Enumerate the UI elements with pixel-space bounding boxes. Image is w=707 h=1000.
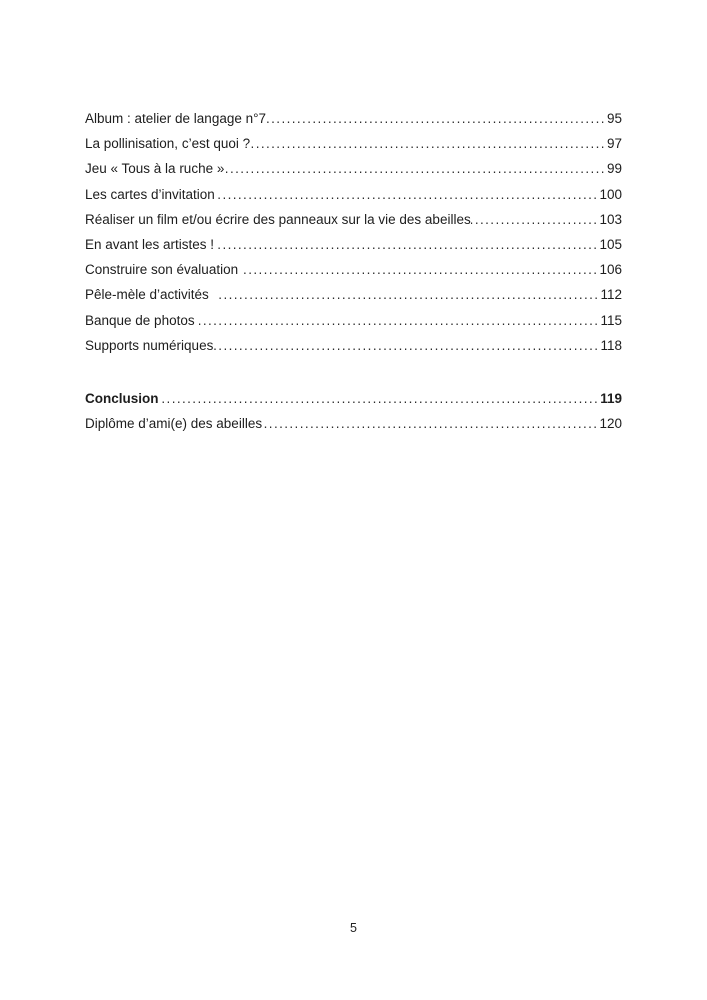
toc-entry-page: 119 bbox=[600, 391, 622, 407]
toc-entry-title: Conclusion bbox=[85, 391, 159, 407]
dot-leader bbox=[159, 386, 600, 411]
toc-entry bbox=[85, 182, 622, 207]
toc-entry-title: Réaliser un film et/ou écrire des panneaux sur la vie des abeilles bbox=[85, 211, 471, 227]
toc-entry bbox=[85, 232, 622, 257]
toc-entry bbox=[85, 257, 622, 282]
toc-entry bbox=[85, 282, 622, 307]
toc-entry-conclusion bbox=[85, 386, 622, 411]
toc-entry-page: 103 bbox=[599, 211, 622, 227]
toc-entry bbox=[85, 333, 622, 358]
toc-entry-title: Pêle-mèle d’activités bbox=[85, 287, 217, 303]
table-of-contents bbox=[85, 106, 622, 436]
toc-entry-page: 95 bbox=[606, 111, 622, 126]
dot-leader bbox=[213, 333, 599, 358]
dot-leader bbox=[218, 232, 599, 257]
toc-entry-title: Supports numériques bbox=[85, 337, 214, 353]
toc-entry-page: 120 bbox=[599, 416, 622, 432]
toc-entry-page: 115 bbox=[600, 312, 622, 328]
page-footer bbox=[0, 921, 707, 935]
dot-leader bbox=[216, 282, 599, 307]
toc-entry bbox=[85, 207, 622, 232]
toc-entry bbox=[85, 156, 622, 181]
toc-entry-title: La pollinisation, c’est quoi ? bbox=[85, 136, 251, 152]
toc-entry-page: 100 bbox=[599, 186, 622, 202]
dot-leader bbox=[224, 156, 606, 181]
toc-entry-page: 105 bbox=[599, 237, 622, 253]
toc-entry-page: 112 bbox=[600, 287, 622, 303]
toc-entry-title: Album : atelier de langage n°7 bbox=[85, 111, 267, 126]
dot-leader bbox=[471, 207, 599, 232]
dot-leader bbox=[195, 308, 600, 333]
dot-leader bbox=[262, 411, 598, 436]
toc-entry-title: Construire son évaluation bbox=[85, 262, 242, 278]
toc-entry bbox=[85, 308, 622, 333]
toc-entry bbox=[85, 411, 622, 436]
toc-entry-title: Diplôme d’ami(e) des abeilles bbox=[85, 416, 263, 432]
toc-entry bbox=[85, 106, 622, 131]
toc-entry-title: Les cartes d’invitation bbox=[85, 186, 215, 202]
toc-entry-page: 118 bbox=[600, 337, 622, 353]
toc-entry-page: 97 bbox=[606, 136, 622, 152]
dot-leader bbox=[250, 131, 606, 156]
toc-entry-title: Banque de photos bbox=[85, 312, 195, 328]
page-number: 5 bbox=[350, 921, 357, 935]
toc-entry-title: Jeu « Tous à la ruche » bbox=[85, 161, 225, 177]
toc-entry-title: En avant les artistes ! bbox=[85, 237, 218, 253]
dot-leader bbox=[242, 257, 599, 282]
toc-entry-page: 99 bbox=[606, 161, 622, 177]
dot-leader bbox=[215, 182, 599, 207]
toc-entry bbox=[85, 131, 622, 156]
dot-leader bbox=[266, 106, 606, 131]
toc-entry-page: 106 bbox=[599, 262, 622, 278]
